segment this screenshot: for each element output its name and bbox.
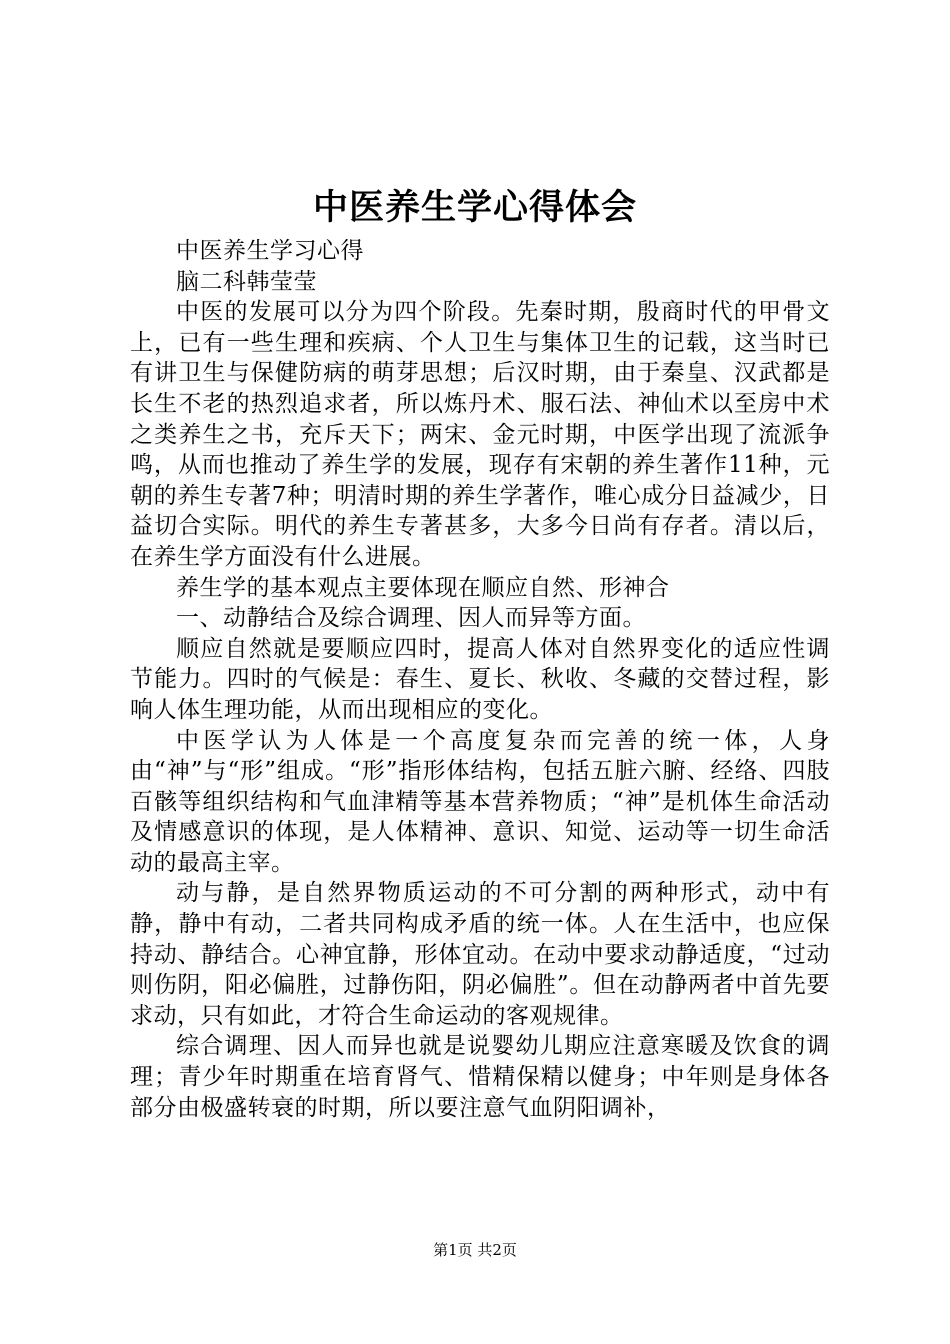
paragraph: 综合调理、因人而异也就是说婴幼儿期应注意寒暖及饮食的调理；青少年时期重在培育肾气、惜精保精以健身；中年则是身体各部分由极盛转衰的时期，所以要注意气血阴阳调补， [130, 1033, 830, 1121]
paragraph-subtitle: 中医养生学习心得 [176, 238, 364, 264]
document-title: 中医养生学心得体会 [312, 187, 637, 228]
paragraph: 中医学认为人体是一个高度复杂而完善的统一体，人身由“神”与“形”组成。“形”指形体结构，包括五脏六腑、经络、四肢百骸等组织结构和气血津精等基本营养物质；“神”是机体生命活动及情感意识的体现，是人体精神、意识、知觉、运动等一切生命活动的最高主宰。 [130, 727, 830, 876]
document-body [130, 236, 830, 1123]
paragraph: 一、动静结合及综合调理、因人而异等方面。 [176, 605, 646, 632]
paragraph: 动与静，是自然界物质运动的不可分割的两种形式，动中有静，静中有动，二者共同构成矛盾的统一体。人在生活中，也应保持动、静结合。心神宜静，形体宜动。在动中要求动静适度，“过动则伤阴，阳必偏胜，过静伤阳，阴必偏胜”。但在动静两者中首先要求动，只有如此，才符合生命运动的客观规律。 [130, 880, 830, 1029]
page-footer: 第1页 共2页 [433, 1241, 517, 1259]
paragraph-author: 脑二科韩莹莹 [176, 268, 317, 295]
paragraph: 中医的发展可以分为四个阶段。先秦时期，殷商时代的甲骨文上，已有一些生理和疾病、个人卫生与集体卫生的记载，这当时已有讲卫生与保健防病的萌芽思想；后汉时期，由于秦皇、汉武都是长生不老的热烈追求者，所以炼丹术、服石法、神仙术以至房中术之类养生之书，充斥天下；两宋、金元时期，中医学出现了流派争鸣，从而也推动了养生学的发展，现存有宋朝的养生著作11种，元朝的养生专著7种；明清时期的养生学著作，唯心成分日益减少，日益切合实际。明代的养生专著甚多，大多今日尚有存者。清以后，在养生学方面没有什么进展。 [130, 299, 830, 570]
paragraph: 养生学的基本观点主要体现在顺应自然、形神合 [176, 574, 670, 601]
paragraph: 顺应自然就是要顺应四时，提高人体对自然界变化的适应性调节能力。四时的气候是：春生、夏长、秋收、冬藏的交替过程，影响人体生理功能，从而出现相应的变化。 [130, 635, 830, 723]
